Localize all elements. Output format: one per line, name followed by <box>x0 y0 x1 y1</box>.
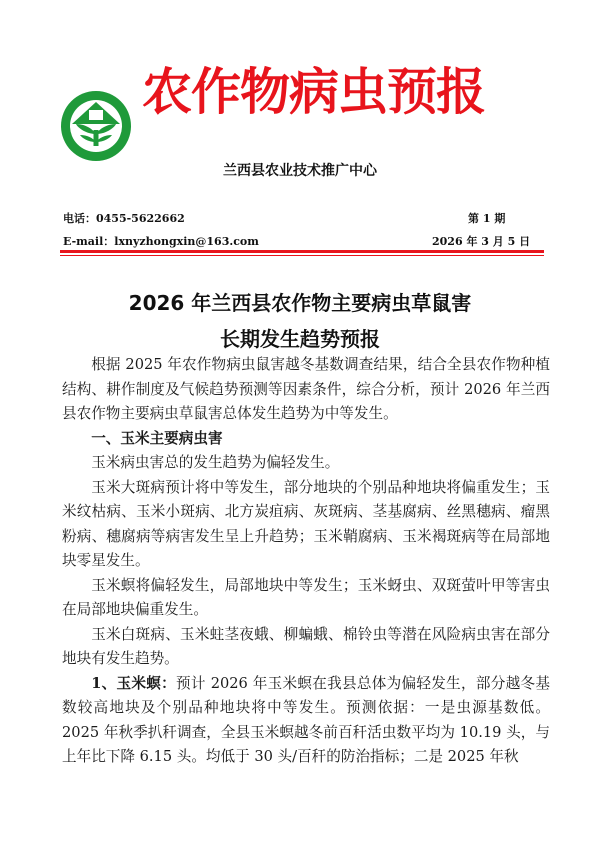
document-title-line2: 长期发生趋势预报 <box>220 327 380 351</box>
contact-phone: 电话：0455-5622662 <box>63 212 185 225</box>
contact-email: E-mail：lxnyzhongxin@163.com <box>63 235 259 248</box>
issue-number: 第 1 期 <box>468 212 506 225</box>
intro-paragraph: 根据 2025 年农作物病虫鼠害越冬基数调查结果，结合全县农作物种植结构、耕作制度及气候趋势预测等因素条件，综合分析，预计 2026 年兰西县农作物主要病虫草鼠害总体发生趋势为中等发生。 <box>62 356 550 422</box>
document-body <box>62 353 550 770</box>
header-divider-thin <box>60 255 544 256</box>
header-divider-thick <box>60 250 544 253</box>
section-heading-corn: 一、玉米主要病虫害 <box>91 429 223 447</box>
corn-borer-lead: 1、玉米螟： <box>91 674 177 692</box>
masthead-title: 农作物病虫预报 <box>142 63 485 121</box>
issue-date: 2026 年 3 月 5 日 <box>432 235 531 248</box>
corn-borer-text: 预计 2026 年玉米螟在我县总体为偏轻发生，部分越冬基数较高地块及个别品种地块将中等发生。预测依据：一是虫源基数低。2025 年秋季扒秆调查，全县玉米螟越冬前百秆活虫数平均为 10.19 头，与上年比下降 6.15 头。均低于 30 头/百秆的防治指标；二是 2025 年秋 <box>62 674 551 765</box>
paragraph-corn-borer <box>62 672 550 770</box>
publisher-name: 兰西县农业技术推广中心 <box>223 163 377 179</box>
paragraph-overall-trend: 玉米病虫害总的发生趋势为偏轻发生。 <box>91 454 340 471</box>
agri-leaf-logo <box>60 90 132 162</box>
document-title-line1: 2026 年兰西县农作物主要病虫草鼠害 <box>128 291 472 315</box>
paragraph-potential-risks: 玉米白斑病、玉米蛀茎夜蛾、柳蝙蛾、棉铃虫等潜在风险病虫害在部分地块有发生趋势。 <box>62 625 550 667</box>
paragraph-diseases: 玉米大斑病预计将中等发生，部分地块的个别品种地块将偏重发生；玉米纹枯病、玉米小斑病、北方炭疽病、灰斑病、茎基腐病、丝黑穗病、瘤黑粉病、穗腐病等病害发生呈上升趋势；玉米鞘腐病、玉米褐斑病等在局部地块零星发生。 <box>62 478 550 569</box>
paragraph-pests: 玉米螟将偏轻发生，局部地块中等发生；玉米蚜虫、双斑萤叶甲等害虫在局部地块偏重发生。 <box>62 576 550 618</box>
